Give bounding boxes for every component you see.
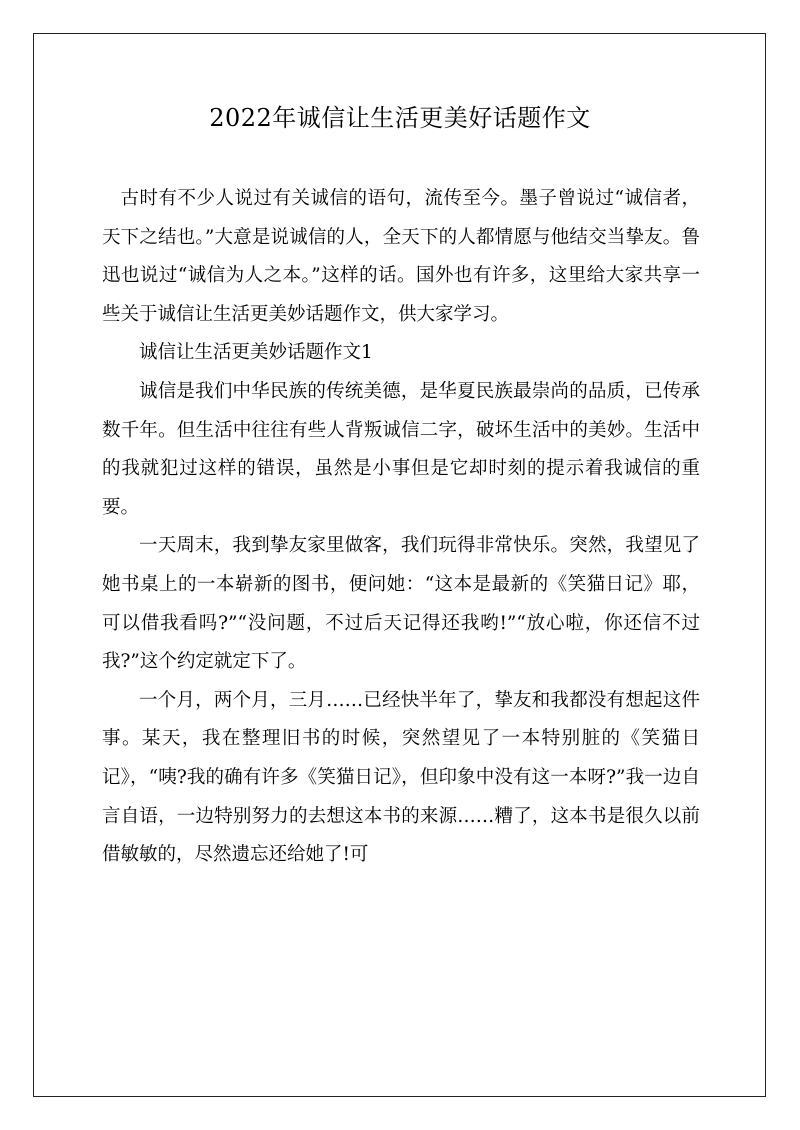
document-title: 2022年诚信让生活更美好话题作文	[209, 104, 591, 132]
section-heading: 诚信让生活更美妙话题作文1	[139, 342, 373, 364]
body-paragraph: 诚信是我们中华民族的传统美德，是华夏民族最崇尚的品质，已传承数千年。但生活中往往有些人背叛诚信二字，破坏生活中的美妙。生活中的我就犯过这样的错误，虽然是小事但是它却时刻的提示着我诚信的重要。	[102, 380, 700, 518]
body-paragraph: 一个月，两个月，三月……已经快半年了，挚友和我都没有想起这件事。某天，我在整理旧书的时候，突然望见了一本特别脏的《笑猫日记》，“咦?我的确有许多《笑猫日记》，但印象中没有这一本呀?”我一边自言自语，一边特别努力的去想这本书的来源……糟了，这本书是很久以前借敏敏的，尽然遗忘还给她了!可	[102, 689, 700, 866]
document-body	[102, 180, 700, 875]
intro-paragraph: 古时有不少人说过有关诚信的语句，流传至今。墨子曾说过“诚信者，天下之结也。”大意是说诚信的人，全天下的人都情愿与他结交当挚友。鲁迅也说过“诚信为人之本。”这样的话。国外也有许多，这里给大家共享一些关于诚信让生活更美妙话题作文，供大家学习。	[102, 188, 700, 325]
body-paragraph: 一天周末，我到挚友家里做客，我们玩得非常快乐。突然，我望见了她书桌上的一本崭新的图书，便问她：“这本是最新的《笑猫日记》耶，可以借我看吗?”“没问题，不过后天记得还我哟!”“放心啦，你还信不过我?”这个约定就定下了。	[102, 535, 700, 673]
